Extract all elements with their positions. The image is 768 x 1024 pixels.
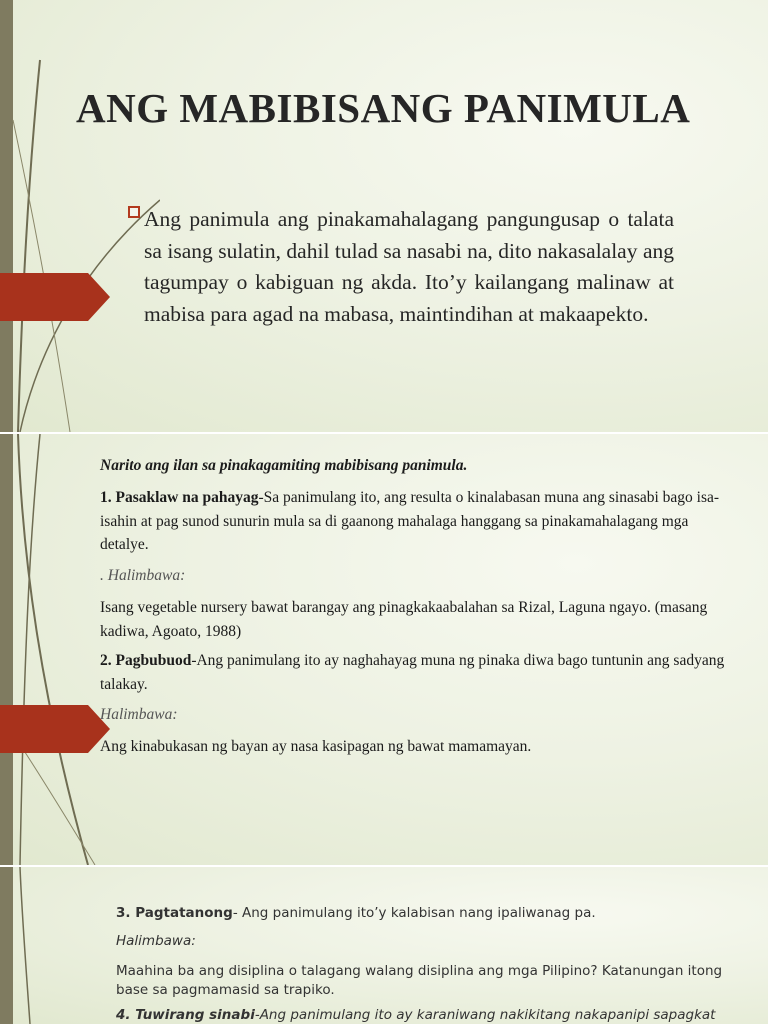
item-4-text: -Ang panimulang ito ay karaniwang nakikitang nakapanipi sapagkat bbox=[254, 1007, 716, 1023]
item-3-text: - Ang panimulang ito’y kalabisan nang ipaliwanag pa. bbox=[232, 905, 596, 921]
bullet-icon bbox=[126, 204, 144, 222]
example-2-label: Halimbawa: bbox=[100, 706, 178, 723]
item-2-number: 2. bbox=[100, 652, 116, 669]
accent-arrow bbox=[0, 273, 110, 321]
slide-3 bbox=[0, 867, 768, 1024]
section-intro: Narito ang ilan sa pinakagamiting mabibisang panimula. bbox=[100, 457, 468, 474]
item-2-text: -Ang panimulang ito ay naghahayag muna ng pinaka diwa bago tuntunin ang sadyang talakay. bbox=[100, 652, 725, 693]
item-1-text: -Sa panimulang ito, ang resulta o kinalabasan muna ang sinasabi bago isa-isahin at pag sunod sunurin mula sa di gaanong mahalaga hanggang sa pinakamahalagang mga detalye. bbox=[100, 489, 720, 553]
accent-arrow bbox=[0, 705, 110, 753]
item-2-label: Pagbubuod bbox=[115, 652, 192, 669]
example-3-text: Maahina ba ang disiplina o talagang walang disiplina ang mga Pilipino? Katanungan itong base sa pagmamasid sa trapiko. bbox=[116, 963, 723, 998]
item-2 bbox=[100, 649, 740, 696]
item-4-label: 4. Tuwirang sinabi bbox=[116, 1007, 255, 1023]
item-1 bbox=[100, 486, 740, 557]
item-3-label: 3. Pagtatanong bbox=[116, 905, 233, 921]
intro-paragraph: Ang panimula ang pinakamahalagang pangungusap o talata sa isang sulatin, dahil tulad sa nasabi na, dito nakasalalay ang tagumpay o kabiguan ng akda. Ito’y kailangang malinaw at mabisa para agad na mabasa, maintindihan at makaapekto. bbox=[144, 207, 674, 326]
slide-2 bbox=[0, 434, 768, 865]
item-4 bbox=[116, 1006, 756, 1024]
example-3-label: Halimbawa: bbox=[116, 933, 196, 949]
slide-1 bbox=[0, 0, 768, 432]
slide-title: ANG MABIBISANG PANIMULA bbox=[76, 85, 691, 131]
item-1-label: 1. Pasaklaw na pahayag bbox=[100, 489, 259, 506]
example-1-label: . Halimbawa: bbox=[100, 567, 186, 584]
item-3 bbox=[116, 904, 756, 923]
example-2-text: Ang kinabukasan ng bayan ay nasa kasipagan ng bawat mamamayan. bbox=[100, 738, 532, 755]
example-1-text: Isang vegetable nursery bawat barangay ang pinagkakaabalahan sa Rizal, Laguna ngayo. (masang kadiwa, Agoato, 1988) bbox=[100, 599, 708, 640]
